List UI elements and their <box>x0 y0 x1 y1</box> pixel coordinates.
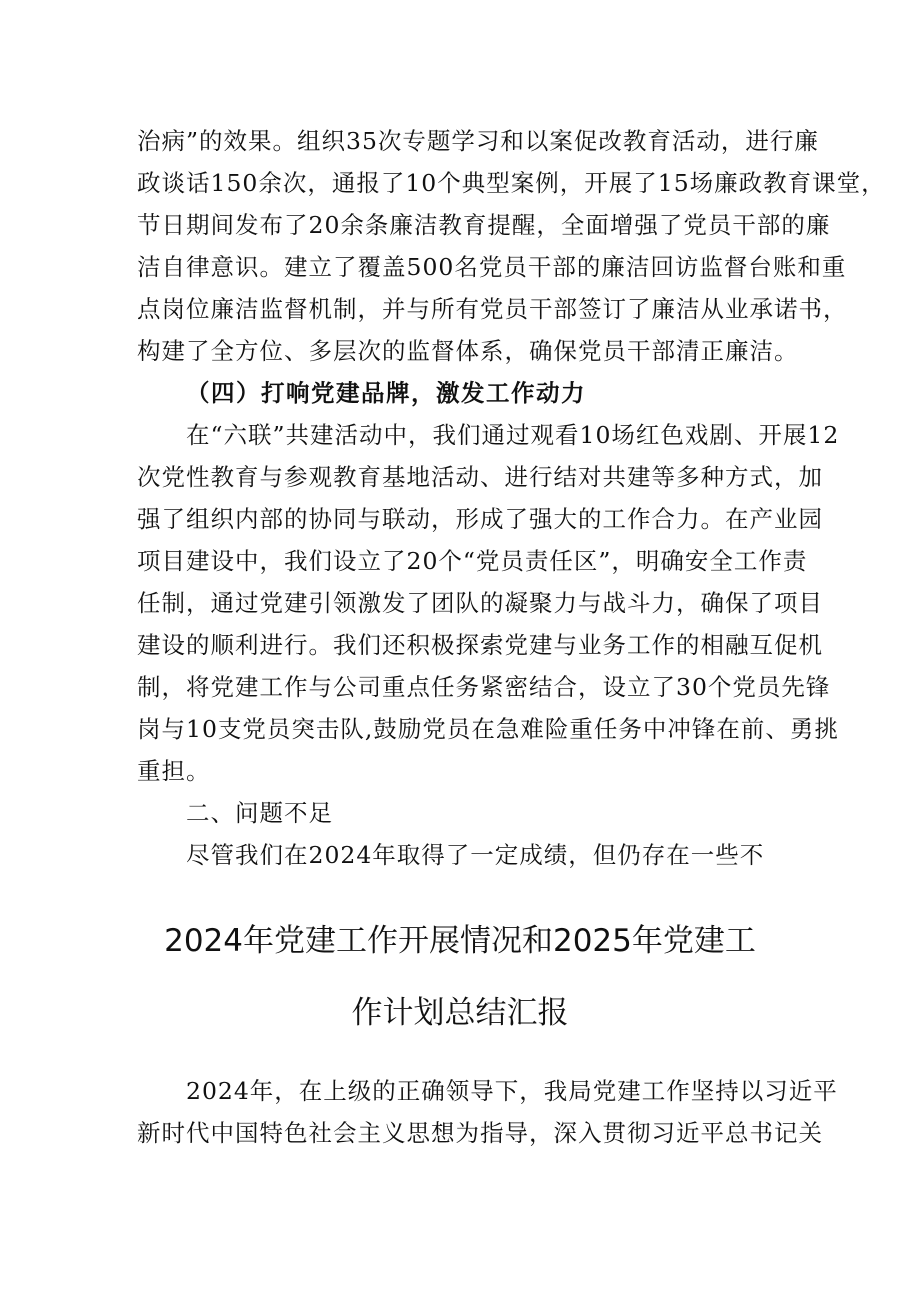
body-text-line: 任制，通过党建引领激发了团队的凝聚力与战斗力，确保了项目 <box>137 589 823 617</box>
body-text-line: 新时代中国特色社会主义思想为指导，深入贯彻习近平总书记关 <box>137 1119 823 1147</box>
body-text-line: 在“六联”共建活动中，我们通过观看10场红色戏剧、开展12 <box>186 421 840 449</box>
body-text-line: 2024年，在上级的正确领导下，我局党建工作坚持以习近平 <box>186 1077 838 1105</box>
section-heading: 二、问题不足 <box>186 799 333 827</box>
body-text-line: 点岗位廉洁监督机制，并与所有党员干部签订了廉洁从业承诺书， <box>137 295 848 323</box>
body-text-line: 节日期间发布了20余条廉洁教育提醒，全面增强了党员干部的廉 <box>137 211 831 239</box>
body-text-line: 构建了全方位、多层次的监督体系，确保党员干部清正廉洁。 <box>137 337 799 365</box>
body-text-line: 制，将党建工作与公司重点任务紧密结合，设立了30个党员先锋 <box>137 673 831 701</box>
body-text-line: 治病”的效果。组织35次专题学习和以案促改教育活动，进行廉 <box>137 127 819 155</box>
body-text-line: 洁自律意识。建立了覆盖500名党员干部的廉洁回访监督台账和重 <box>137 253 847 281</box>
section-heading: （四）打响党建品牌，激发工作动力 <box>186 379 586 407</box>
body-text-line: 重担。 <box>137 757 211 785</box>
body-text-line: 次党性教育与参观教育基地活动、进行结对共建等多种方式，加 <box>137 463 823 491</box>
document-title: 作计划总结汇报 <box>351 995 569 1031</box>
body-text-line: 强了组织内部的协同与联动，形成了强大的工作合力。在产业园 <box>137 505 823 533</box>
document-title: 2024年党建工作开展情况和2025年党建工 <box>164 923 756 959</box>
body-text-line: 政谈话150余次，通报了10个典型案例，开展了15场廉政教育课堂， <box>137 169 886 197</box>
body-text-line: 尽管我们在2024年取得了一定成绩，但仍存在一些不 <box>186 841 765 869</box>
body-text-line: 岗与10支党员突击队,鼓励党员在急难险重任务中冲锋在前、勇挑 <box>137 715 839 743</box>
body-text-line: 项目建设中，我们设立了20个“党员责任区”，明确安全工作责 <box>137 547 808 575</box>
body-text-line: 建设的顺利进行。我们还积极探索党建与业务工作的相融互促机 <box>137 631 823 659</box>
